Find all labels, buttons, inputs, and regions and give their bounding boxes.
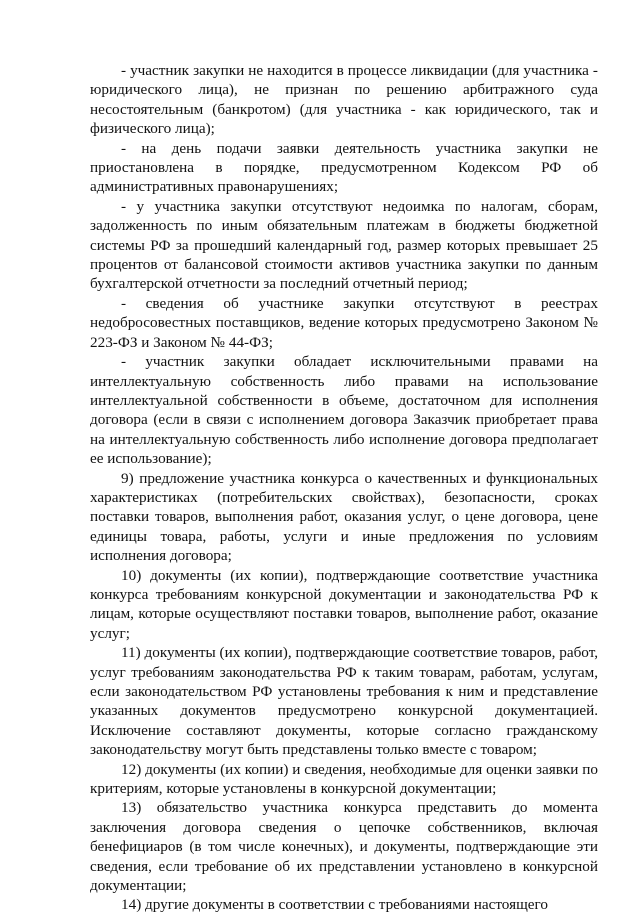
- paragraph-not-suspended: - на день подачи заявки деятельность участника закупки не приостановлена в порядке, предусмотренном Кодексом РФ об административных правонарушениях;: [90, 139, 598, 196]
- paragraph-item-10: 10) документы (их копии), подтверждающие соответствие участника конкурса требованиям конкурсной документации и законодательства РФ к лицам, которые осуществляют поставки товаров, выполнение работ, оказание услуг;: [90, 566, 598, 642]
- paragraph-intellectual-property: - участник закупки обладает исключительными правами на интеллектуальную собственность либо правами на использование интеллектуальной собственности в объеме, достаточном для исполнения договора (если в связи с исполнением договора Заказчик приобретает права на интеллектуальную собственность либо исполнение договора предполагает ее использование);: [90, 353, 598, 468]
- paragraph-liquidation: - участник закупки не находится в процессе ликвидации (для участника - юридического лица), не признан по решению арбитражного суда несостоятельным (банкротом) (для участника - как юридического, так и физического лица);: [90, 62, 598, 138]
- paragraph-no-arrears: - у участника закупки отсутствуют недоимка по налогам, сборам, задолженность по иным обязательным платежам в бюджеты бюджетной системы РФ за прошедший календарный год, размер которых превышает 25 процентов от балансовой стоимости активов участника закупки по данным бухгалтерской отчетности за последний отчетный период;: [90, 197, 598, 293]
- paragraph-item-11: 11) документы (их копии), подтверждающие соответствие товаров, работ, услуг требованиям законодательства РФ к таким товарам, работам, услугам, если законодательством РФ установлены требования к ним и представление указанных документов предусмотрено конкурсной документацией. Исключение составляют документы, которые согласно гражданскому законодательству могут быть представлены только вместе с товаром;: [90, 644, 598, 759]
- paragraph-item-9: 9) предложение участника конкурса о качественных и функциональных характеристиках (потребительских свойствах), безопасности, сроках поставки товаров, выполнения работ, оказания услуг, о цене договора, цене единицы товара, работы, услуги и иные предложения по условиям исполнения договора;: [90, 469, 598, 565]
- paragraph-not-in-registry: - сведения об участнике закупки отсутствуют в реестрах недобросовестных поставщиков, ведение которых предусмотрено Законом № 223-ФЗ и Законом № 44-ФЗ;: [90, 294, 598, 351]
- paragraph-item-12: 12) документы (их копии) и сведения, необходимые для оценки заявки по критериям, которые установлены в конкурсной документации;: [90, 760, 598, 798]
- paragraph-item-13: 13) обязательство участника конкурса представить до момента заключения договора сведения о цепочке собственников, включая бенефициаров (в том числе конечных), и документы, подтверждающие эти сведения, если требование об их представлении установлено в конкурсной документации;: [90, 799, 598, 895]
- document-page: [90, 61, 598, 915]
- paragraph-item-14: 14) другие документы в соответствии с требованиями настоящего: [121, 896, 548, 914]
